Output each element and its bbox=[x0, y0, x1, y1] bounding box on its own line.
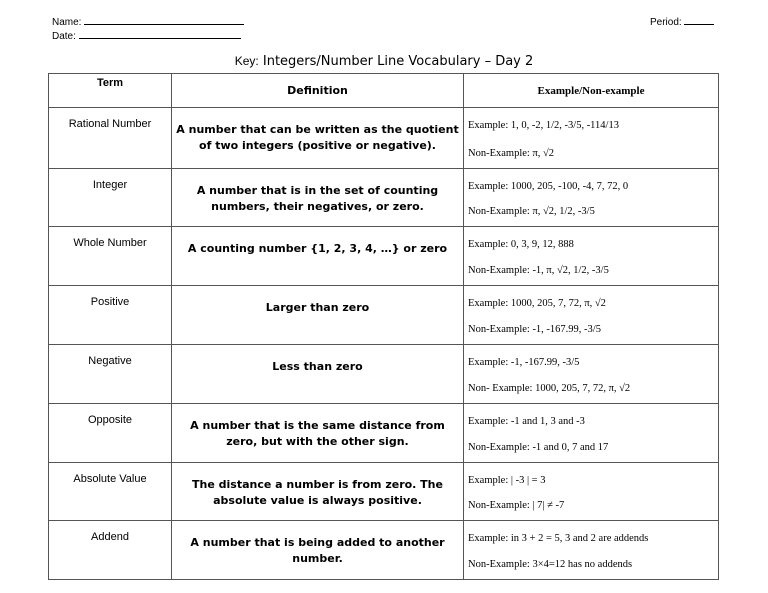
term-cell: Absolute Value bbox=[49, 463, 172, 521]
definition-cell: Larger than zero bbox=[172, 286, 464, 345]
definition-cell: The distance a number is from zero. The absolute value is always positive. bbox=[172, 463, 464, 521]
period-field bbox=[650, 17, 714, 28]
header-example: Example/Non-example bbox=[464, 74, 719, 108]
definition-cell: Less than zero bbox=[172, 345, 464, 404]
example-text: Example: 1000, 205, -100, -4, 7, 72, 0 bbox=[468, 181, 629, 192]
nonexample-text: Non-Example: π, √2, 1/2, -3/5 bbox=[468, 206, 595, 217]
title-main: Integers/Number Line Vocabulary – Day 2 bbox=[262, 54, 534, 69]
term-cell: Whole Number bbox=[49, 227, 172, 286]
example-text: Example: -1, -167.99, -3/5 bbox=[468, 357, 580, 368]
definition-cell: A number that is the same distance from zero, but with the other sign. bbox=[172, 404, 464, 463]
nonexample-text: Non-Example: | 7| ≠ -7 bbox=[468, 500, 565, 511]
example-text: Example: 1000, 205, 7, 72, π, √2 bbox=[468, 298, 606, 309]
definition-cell: A number that is being added to another number. bbox=[172, 521, 464, 580]
term-cell: Integer bbox=[49, 169, 172, 227]
table-row bbox=[49, 286, 719, 345]
example-text: Example: 1, 0, -2, 1/2, -3/5, -114/13 bbox=[468, 120, 619, 131]
nonexample-text: Non-Example: 3×4=12 has no addends bbox=[468, 559, 633, 570]
nonexample-text: Non-Example: -1 and 0, 7 and 17 bbox=[468, 442, 609, 453]
period-label: Period: bbox=[650, 17, 682, 28]
header-term: Term bbox=[49, 74, 172, 108]
nonexample-text: Non-Example: π, √2 bbox=[468, 148, 555, 159]
example-cell bbox=[464, 404, 719, 463]
date-field bbox=[52, 31, 241, 42]
term-cell: Positive bbox=[49, 286, 172, 345]
example-cell bbox=[464, 227, 719, 286]
term-cell: Rational Number bbox=[49, 108, 172, 169]
page-title bbox=[0, 52, 768, 69]
date-label: Date: bbox=[52, 31, 76, 42]
name-field bbox=[52, 17, 244, 28]
example-cell bbox=[464, 169, 719, 227]
table-row bbox=[49, 227, 719, 286]
header-definition: Definition bbox=[172, 74, 464, 108]
term-cell: Addend bbox=[49, 521, 172, 580]
name-label: Name: bbox=[52, 17, 82, 28]
name-blank[interactable] bbox=[84, 24, 244, 25]
example-text: Example: | -3 | = 3 bbox=[468, 475, 546, 486]
example-text: Example: in 3 + 2 = 5, 3 and 2 are addends bbox=[468, 533, 649, 544]
nonexample-text: Non-Example: -1, π, √2, 1/2, -3/5 bbox=[468, 265, 609, 276]
definition-cell: A number that is in the set of counting numbers, their negatives, or zero. bbox=[172, 169, 464, 227]
table-row bbox=[49, 345, 719, 404]
table-row bbox=[49, 169, 719, 227]
nonexample-text: Non-Example: -1, -167.99, -3/5 bbox=[468, 324, 601, 335]
title-key: Key: bbox=[234, 54, 259, 68]
definition-cell: A counting number {1, 2, 3, 4, …} or zero bbox=[172, 227, 464, 286]
example-cell bbox=[464, 286, 719, 345]
vocabulary-table bbox=[48, 73, 719, 580]
example-text: Example: 0, 3, 9, 12, 888 bbox=[468, 239, 574, 250]
period-blank[interactable] bbox=[684, 24, 714, 25]
definition-cell: A number that can be written as the quotient of two integers (positive or negative). bbox=[172, 108, 464, 169]
table-row bbox=[49, 404, 719, 463]
example-cell bbox=[464, 463, 719, 521]
example-text: Example: -1 and 1, 3 and -3 bbox=[468, 416, 585, 427]
nonexample-text: Non- Example: 1000, 205, 7, 72, π, √2 bbox=[468, 383, 631, 394]
table-header-row bbox=[49, 74, 719, 108]
example-cell bbox=[464, 108, 719, 169]
table-row bbox=[49, 463, 719, 521]
table-row bbox=[49, 521, 719, 580]
example-cell bbox=[464, 345, 719, 404]
term-cell: Negative bbox=[49, 345, 172, 404]
table-row bbox=[49, 108, 719, 169]
example-cell bbox=[464, 521, 719, 580]
date-blank[interactable] bbox=[79, 38, 241, 39]
term-cell: Opposite bbox=[49, 404, 172, 463]
